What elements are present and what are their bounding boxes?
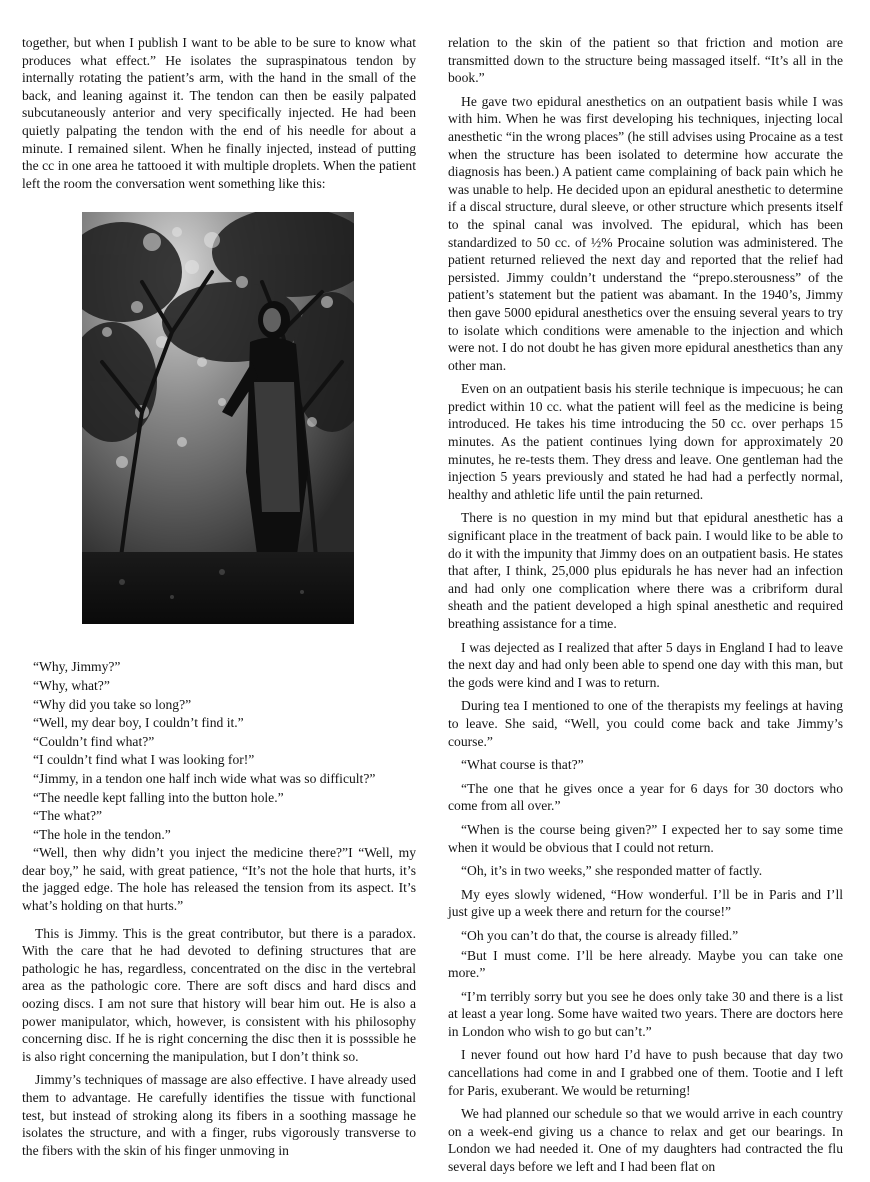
paragraph-sterile-technique: Even on an outpatient basis his sterile technique is impecuous; he can predict within 10 cc. what the patient will feel as the medicine is being introduced. He takes his time introducing the 50 cc. over perhaps 15 minutes. As the patient continues lying down for approximately 20 minutes, he re-tests them. They dress and leave. One gentleman had the injection 5 years previously and stated he had had a perfectly normal, healthy and athletic life until the pain returned. (448, 381, 843, 502)
dialogue-line: “Well, my dear boy, I couldn’t find it.” (33, 715, 244, 731)
paragraph-eyes-widened: My eyes slowly widened, “How wonderful. I’ll be in Paris and I’ll just give up a week there and return for the course!” (448, 886, 843, 920)
paragraph-course-answer: “The one that he gives once a year for 6 days for 30 doctors who come from all over.” (448, 780, 843, 814)
dialogue-line: “Why, what?” (33, 677, 110, 693)
dialogue-line: “Why did you take so long?” (33, 696, 192, 712)
dialogue-line: “Why, Jimmy?” (33, 659, 121, 675)
dialogue-line: “The hole in the tendon.” (33, 826, 171, 842)
photo-man-among-trees (82, 212, 354, 624)
paragraph-when-course: “When is the course being given?” I expected her to say some time when it would be obvious that I could not return. (448, 821, 843, 855)
paragraph-massage: Jimmy’s techniques of massage are also effective. I have already used them to advantage. He carefully identifies the tissue with functional test, but instead of stroking along its fibers in a soothing massage he isolates the structure, and with a finger, rubs vigorously transverse to the fibers with the skin of his finger unmoving in (22, 1072, 416, 1158)
paragraph-cancellations: I never found out how hard I’d have to push because that day two cancellations had come in and I grabbed one of them. Tootie and I left for Paris, exuberant. We would be returning! (448, 1047, 843, 1098)
photograph-figure (82, 212, 354, 624)
right-column (448, 34, 843, 1182)
paragraph-dejected: I was dejected as I realized that after 5 days in England I had to leave the next day and had only been able to spend one day with this man, but the gods were kind and I was to return. (448, 639, 843, 690)
paragraph-course-filled: “Oh you can’t do that, the course is already filled.” (461, 927, 739, 943)
dialogue-closing-paragraph: “Well, then why didn’t you inject the medicine there?”I “Well, my dear boy,” he said, with great patience, “It’s not the hole that hurts, it’s the jagged edge. The hole has released the tension from its aspect. It’s what’s holding on that hurts.” (22, 845, 416, 914)
paragraph-must-come: “But I must come. I’ll be here already. Maybe you can take one more.” (448, 947, 843, 981)
paragraph-epidural: He gave two epidural anesthetics on an outpatient basis while I was with him. When he was first developing his techniques, injecting local anesthetic “in the wrong places” (he still advises using Procaine as a test when the structure has been isolated to determine how accurate the diagnosis has been.) A patient came complaining of back pain which he was unable to help. He decided upon an epidural anesthetic to determine if a discal structure, dural sleeve, or other structure which presents itself to the spinal canal was involved. The epidural, which has been standardized to 50 cc. of ½% Procaine solution was administered. The patient returned relieved the next day and reported that the relief had persisted. Jimmy couldn’t understand the “prepo.sterousness” of the patient’s statement but the patient was abamant. In the 1940’s, Jimmy then gave 5000 epidural anesthetics over the ensuing several years to try to isolate which conditions were amenable to the injection and which were not. I do not doubt he has given more epidural anesthetics than any other man. (448, 93, 843, 373)
paragraph-schedule: We had planned our schedule so that we would arrive in each country on a week-end giving us a chance to relax and get our bearings. In London we had needed it. One of my daughters had contracted the flu several days before we left and I had been flat on (448, 1106, 843, 1175)
dialogue-line: “The needle kept falling into the button hole.” (33, 789, 284, 805)
paragraph-back-pain: There is no question in my mind but that epidural anesthetic has a significant place in the treatment of back pain. I would like to be able to do it with the impunity that Jimmy does on an outpatient basis. He states that after, I think, 25,000 plus epidurals he has never had an infection and had only one complication where there was a cribriform dural sheath and the patient developed a high spinal anesthetic and required breathing assistance for a time. (448, 510, 843, 631)
paragraph-tea: During tea I mentioned to one of the therapists my feelings at having to leave. She said, “Well, you could come back and take Jimmy’s course.” (448, 698, 843, 749)
left-column (22, 34, 416, 1165)
paragraph-what-course: “What course is that?” (461, 757, 584, 773)
dialogue-line: “The what?” (33, 808, 103, 824)
paragraph-intro: together, but when I publish I want to be able to be sure to know what produces what effect.” He isolates the supraspinatous tendon by internally rotating the patient’s arm, with the hand in the small of the back, and leaning against it. The tendon can then be easily palpated subcutaneously anterior and very specifically injected. He had been quietly palpating the tendon with the end of his needle for about a minute. I remained silent. When he finally injected, instead of putting the cc in one area he tattooed it with multiple droplets. When the patient left the room the conversation went something like this: (22, 35, 416, 191)
dialogue-line: “Couldn’t find what?” (33, 733, 155, 749)
dialogue-line: “Jimmy, in a tendon one half inch wide what was so difficult?” (33, 770, 376, 786)
dialogue-line: “I couldn’t find what I was looking for!” (33, 752, 255, 768)
paragraph-terribly-sorry: “I’m terribly sorry but you see he does only take 30 and there is a list at least a year long. Some have waited two years. There are doctors here in London who wish to go but can’t.” (448, 988, 843, 1039)
paragraph-jimmy: This is Jimmy. This is the great contributor, but there is a paradox. With the care that he had devoted to defining structures that are pathologic he has, regardless, concentrated on the disc in the vertebral area as the pathologic core. There are soft discs and hard discs and oozing discs. I am not sure that history will bear him out. He is also a power manipulator, which, however, is consistent with his philosophy concerning disc. If he is right concerning the disc then it is posssible he is also right concerning the manipulation, but I don’t think so. (22, 925, 416, 1064)
spacer (22, 624, 416, 658)
paragraph-two-weeks: “Oh, it’s in two weeks,” she responded matter of factly. (461, 863, 763, 879)
paragraph-continuation: relation to the skin of the patient so that friction and motion are transmitted down to the structure being massaged itself. “It’s all in the book.” (448, 35, 843, 86)
